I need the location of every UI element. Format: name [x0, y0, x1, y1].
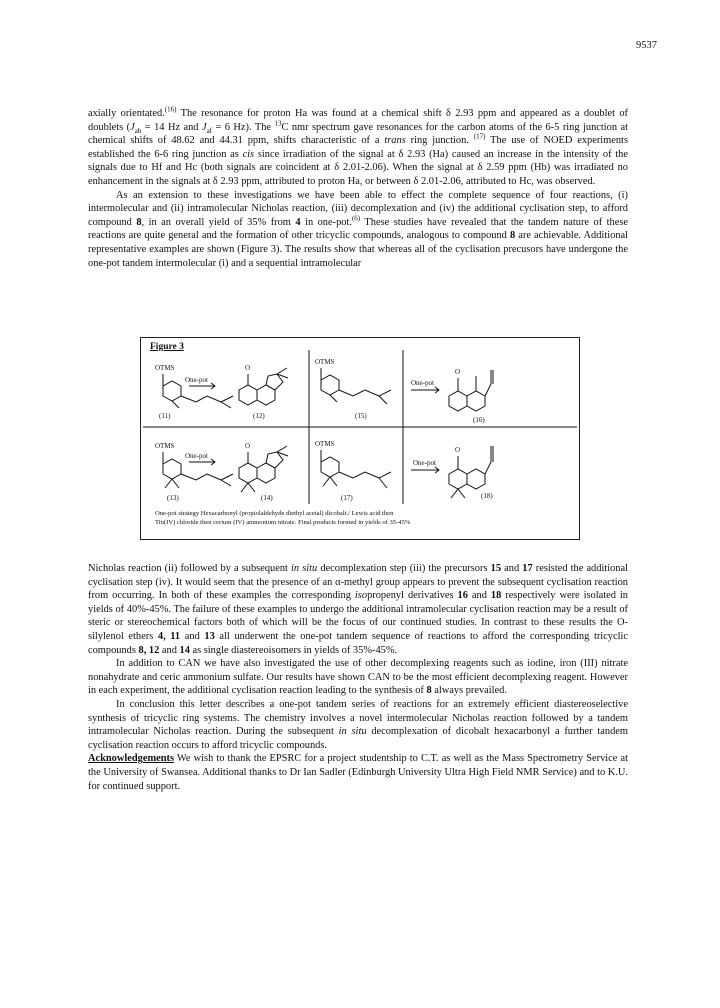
subscript: ab — [134, 126, 142, 135]
superscript: 13 — [274, 119, 282, 128]
italic-term: trans — [384, 135, 406, 147]
compound-number: 16 — [457, 590, 468, 602]
text-run: ring junction. — [405, 135, 474, 147]
compound-number: 4 — [295, 216, 301, 228]
text-run: respectively were isolated in yields of 40%-45%. The failure of these examples to undergo the additional intramolecular cyclisation reaction may be a result of steric or stereochemical factors both of which will be the focus of our continued studies. In contrast to these results the O-silylenol ethers — [88, 590, 628, 642]
text-run: These studies have revealed that the tandem nature of these reactions are quite general and the formation of other tricyclic compounds, analogous to compound — [88, 216, 628, 242]
text-run: , in an overall yield of 35% from — [141, 216, 296, 228]
caption-line: One-pot strategy Hexacarbonyl (propiolaldehyde diethyl acetal) dicobalt./ Lewis acid then — [155, 510, 394, 517]
text-run: and — [180, 630, 205, 642]
coupling-symbol: J — [130, 121, 135, 133]
paragraph-extension — [88, 189, 628, 271]
page-number: 9537 — [636, 40, 657, 51]
italic-term: in situ — [291, 563, 318, 574]
figure-caption — [155, 509, 575, 527]
text-run: in one-pot. — [300, 216, 352, 228]
paragraph-decomplexing-reagents — [88, 657, 628, 698]
compound-label-12: (12) — [253, 412, 265, 420]
text-run: The resonance for proton Ha was found at a chemical shift δ 2.93 ppm and appeared as a doublet of doublets ( — [88, 108, 629, 133]
one-pot-label: One-pot — [413, 459, 436, 467]
compound-label-18: (18) — [481, 492, 493, 500]
text-run: and — [501, 563, 523, 574]
subscript: af — [206, 126, 213, 135]
figure-title: Figure 3 — [150, 342, 184, 352]
text-run: resisted the additional cyclisation step (iv). It would seem that the presence of an α-methyl group appears to prevent the subsequent cyclisation reaction from occurring. In both of these examples the corresponding — [88, 563, 628, 602]
paragraph-results — [88, 562, 628, 657]
text-run: are achievable. Additional representative examples are shown (Figure 3). The results show that whereas all of the cyclisation precusors have undergone the one-pot tandem intermolecular (i) and a sequential intramolecular — [88, 230, 628, 269]
compound-number: 4, 11 — [157, 630, 181, 642]
paragraph-nmr-analysis — [88, 107, 628, 189]
text-run: Nicholas reaction (ii) followed by a subsequent — [88, 563, 292, 574]
italic-term: in situ — [338, 726, 367, 738]
text-run: As an extension to these investigations we have been able to effect the complete sequence of four reactions, (i) intermolecular and (ii) intramolecular Nicholas reaction, (iii) decomplexation and (iv) the additional cyclisation step, to afford compound — [88, 189, 628, 228]
oxo-label: O — [455, 368, 461, 376]
italic-term: cis — [242, 148, 255, 160]
compound-number: 13 — [204, 630, 215, 642]
compound-number: 8, 12 — [138, 644, 160, 656]
text-run: decomplexation of dicobalt hexacarbonyl a further tandem cyclisation reaction occurs to afford tricyclic compounds. — [88, 726, 628, 751]
text-run: all underwent the one-pot tandem sequence of reactions to afford the corresponding tricyclic compounds — [88, 630, 628, 656]
text-run: C nmr spectrum gave resonances for the carbon atoms of the 6-5 ring junction at chemical shifts of 48.62 and 44.31 ppm, shifts characteristic of a — [88, 121, 628, 147]
compound-number: 18 — [490, 590, 502, 602]
body-text-top — [88, 107, 628, 270]
compound-number: 14 — [179, 644, 190, 656]
text-run: always prevailed. — [431, 685, 507, 697]
compound-label-11: (11) — [159, 412, 171, 420]
text-run: propenyl derivatives — [367, 590, 458, 602]
text-run: In addition to CAN we have also investigated the use of other decomplexing reagents such as iodine, iron (III) nitrate nonahydrate and ceric ammonium sulfate. Our results have shown CAN to be the most efficient decomplexing reagent. However in each experiment, the additional cyclisation reaction leading to the synthesis of — [88, 658, 628, 697]
text-run: In conclusion this letter describes a one-pot tandem series of reactions for an extremely efficient diastereoselective synthesis of tricyclic ring systems. The chemistry involves a novel intermolecular Nicholas reaction followed by a tandem intramolecular Nicholas reaction. During the subsequent — [88, 698, 628, 738]
text-run: and — [467, 590, 491, 602]
text-run: as single diastereoisomers in yields of 35%-45%. — [189, 644, 398, 656]
compound-number: 8 — [509, 230, 516, 242]
compound-label-13: (13) — [167, 494, 179, 502]
italic-term: iso — [354, 590, 368, 602]
text-run: = 6 Hz). The — [212, 121, 275, 133]
otms-label: OTMS — [155, 442, 175, 450]
otms-label: OTMS — [315, 440, 335, 448]
compound-number: 15 — [490, 563, 502, 574]
reference-marker: (17) — [473, 132, 486, 141]
otms-label: OTMS — [315, 358, 335, 366]
figure-3 — [140, 337, 580, 540]
coupling-symbol: J — [201, 121, 207, 133]
reference-marker: (6) — [351, 214, 361, 223]
compound-label-15: (15) — [355, 412, 367, 420]
compound-number: 8 — [426, 685, 432, 697]
compound-number: 8 — [136, 216, 142, 228]
compound-label-14: (14) — [261, 494, 273, 502]
oxo-label: O — [245, 442, 251, 450]
reference-marker: (16) — [164, 105, 177, 114]
text-run: since irradiation of the signal at δ 2.93 (Ha) caused an increase in the intensity of the signals due to Hf and Hc (both signals are coincident at δ 2.01-2.06). When the signal at δ 2.59 ppm (Hb) was irradiated no enhancement in the signals at δ 2.93 ppm, attributed to proton Ha, or between δ 2.01-2.06, attributed to Hc, was observed. — [88, 148, 628, 187]
oxo-label: O — [245, 364, 251, 372]
otms-label: OTMS — [155, 364, 175, 372]
acknowledgements — [88, 752, 628, 793]
text-run: We wish to thank the EPSRC for a project studentship to C.T. as well as the Mass Spectrometry Service at the University of Swansea. Additional thanks to Dr Ian Sadler (Edinburgh University Ultra High Field NMR Service) and to K.U. for continued support. — [88, 753, 628, 792]
body-text-bottom — [88, 562, 628, 793]
one-pot-label: One-pot — [185, 376, 208, 384]
structure-14 — [239, 446, 288, 492]
one-pot-label: One-pot — [185, 452, 208, 460]
compound-number: 17 — [522, 563, 533, 574]
acknowledgements-heading: Acknowledgements — [88, 753, 175, 765]
structure-12 — [239, 368, 288, 405]
text-run: and — [159, 644, 180, 656]
structure-16 — [449, 370, 493, 411]
compound-label-16: (16) — [473, 416, 485, 424]
text-run: decomplexation step (iii) the precursors — [317, 563, 491, 574]
caption-line: Tin(IV) chloride then cerium (IV) ammonium nitrate. Final products formed in yields of 35-45% — [155, 519, 411, 526]
text-run: = 14 Hz and — [141, 121, 202, 133]
one-pot-label: One-pot — [411, 379, 434, 387]
text-run: axially orientated. — [88, 108, 165, 119]
structure-17 — [321, 450, 391, 488]
compound-label-17: (17) — [341, 494, 353, 502]
oxo-label: O — [455, 446, 461, 454]
paragraph-conclusion — [88, 698, 628, 752]
structure-15 — [321, 368, 391, 404]
text-run: The use of NOED experiments established the 6-6 ring junction as — [88, 135, 628, 160]
